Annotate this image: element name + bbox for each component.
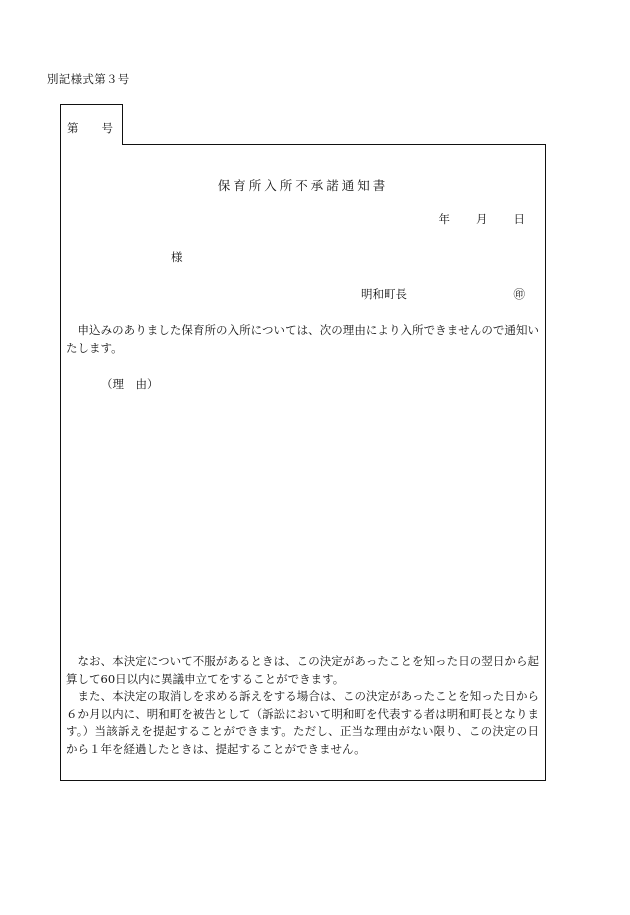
appeal-notice <box>66 653 539 758</box>
notice-paragraph-objection: なお、本決定について不服があるときは、この決定があったことを知った日の翌日から起算して60日以内に異議申立てをすることができます。 <box>66 654 539 686</box>
issuer-name: 明和町長 <box>361 287 407 301</box>
date-line <box>439 211 526 227</box>
seal-mark: ㊞ <box>513 287 525 301</box>
notification-body: 申込みのありました保育所の入所については、次の理由により入所できませんので通知いたします。 <box>66 323 539 355</box>
addressee-suffix: 様 <box>171 250 183 264</box>
form-label: 別記様式第３号 <box>47 72 130 86</box>
notice-paragraph-lawsuit: また、本決定の取消しを求める訴えをする場合は、この決定があったことを知った日から６か月以内に、明和町を被告として（訴訟において明和町を代表する者は明和町長となります。）当該訴えを提起することができます。ただし、正当な理由がない限り、この決定の日から１年を経過したときは、提起することができません。 <box>66 689 539 756</box>
notice-frame <box>60 144 546 781</box>
date-month-label: 月 <box>476 212 488 226</box>
document-title: 保育所入所不承諾通知書 <box>217 178 389 193</box>
document-number-label: 第 号 <box>67 121 113 135</box>
date-day-label: 日 <box>513 212 525 226</box>
document-number-box <box>60 104 123 145</box>
reason-heading: （理 由） <box>101 377 159 391</box>
date-year-label: 年 <box>438 212 450 226</box>
